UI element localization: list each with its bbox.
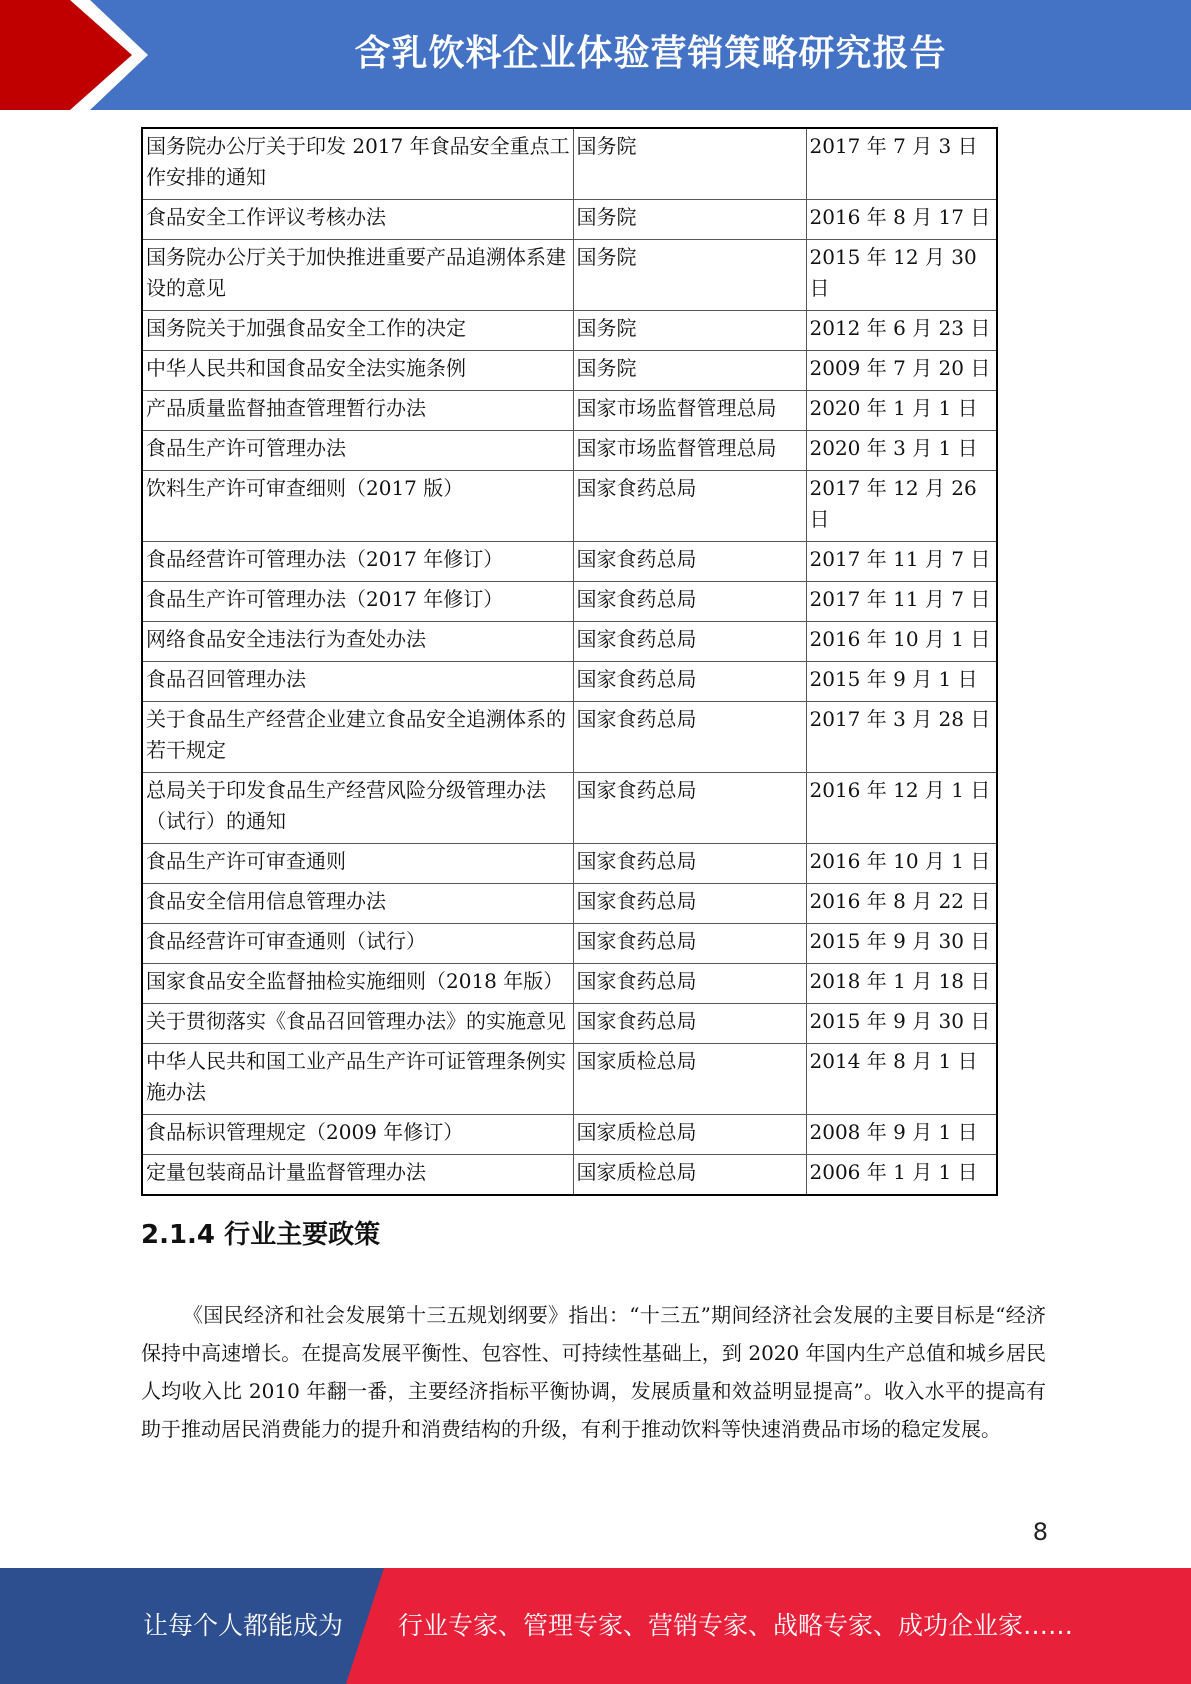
regulation-name-cell: 国务院关于加强食品安全工作的决定 — [142, 311, 573, 351]
table-row — [142, 471, 997, 542]
table-row — [142, 844, 997, 884]
regulation-name-cell: 国家食品安全监督抽检实施细则（2018 年版） — [142, 964, 573, 1004]
regulation-name-cell: 定量包装商品计量监督管理办法 — [142, 1155, 573, 1196]
regulation-name-cell: 食品生产许可审查通则 — [142, 844, 573, 884]
table-row — [142, 702, 997, 773]
date-cell: 2008 年 9 月 1 日 — [806, 1115, 997, 1155]
page-number: 8 — [1032, 1518, 1048, 1546]
issuer-cell: 国务院 — [573, 128, 806, 200]
date-cell: 2015 年 12 月 30 日 — [806, 240, 997, 311]
regulation-name-cell: 食品安全工作评议考核办法 — [142, 200, 573, 240]
date-cell: 2016 年 10 月 1 日 — [806, 844, 997, 884]
issuer-cell: 国家食药总局 — [573, 702, 806, 773]
regulation-name-cell: 关于食品生产经营企业建立食品安全追溯体系的若干规定 — [142, 702, 573, 773]
regulation-name-cell: 国务院办公厅关于加快推进重要产品追溯体系建设的意见 — [142, 240, 573, 311]
table-row — [142, 311, 997, 351]
page-header — [0, 0, 1191, 110]
date-cell: 2016 年 8 月 22 日 — [806, 884, 997, 924]
table-row — [142, 431, 997, 471]
regulation-name-cell: 食品经营许可管理办法（2017 年修订） — [142, 542, 573, 582]
section-heading: 2.1.4 行业主要政策 — [141, 1220, 381, 1250]
regulation-name-cell: 国务院办公厅关于印发 2017 年食品安全重点工作安排的通知 — [142, 128, 573, 200]
date-cell: 2017 年 11 月 7 日 — [806, 542, 997, 582]
header-arrow-decoration — [0, 0, 160, 110]
date-cell: 2016 年 10 月 1 日 — [806, 622, 997, 662]
page-footer — [0, 1568, 1191, 1684]
regulation-name-cell: 食品召回管理办法 — [142, 662, 573, 702]
table-row — [142, 884, 997, 924]
report-title: 含乳饮料企业体验营销策略研究报告 — [354, 33, 947, 74]
date-cell: 2017 年 11 月 7 日 — [806, 582, 997, 622]
table-row — [142, 622, 997, 662]
table-row — [142, 1155, 997, 1196]
regulation-name-cell: 饮料生产许可审查细则（2017 版） — [142, 471, 573, 542]
date-cell: 2015 年 9 月 1 日 — [806, 662, 997, 702]
table-row — [142, 351, 997, 391]
issuer-cell: 国家食药总局 — [573, 884, 806, 924]
regulation-name-cell: 产品质量监督抽查管理暂行办法 — [142, 391, 573, 431]
date-cell: 2020 年 3 月 1 日 — [806, 431, 997, 471]
table-row — [142, 964, 997, 1004]
date-cell: 2016 年 12 月 1 日 — [806, 773, 997, 844]
table-row — [142, 1115, 997, 1155]
table-row — [142, 924, 997, 964]
table-row — [142, 582, 997, 622]
table-row — [142, 773, 997, 844]
regulation-name-cell: 食品生产许可管理办法 — [142, 431, 573, 471]
issuer-cell: 国家质检总局 — [573, 1155, 806, 1196]
regulation-name-cell: 中华人民共和国食品安全法实施条例 — [142, 351, 573, 391]
issuer-cell: 国务院 — [573, 240, 806, 311]
date-cell: 2016 年 8 月 17 日 — [806, 200, 997, 240]
issuer-cell: 国家质检总局 — [573, 1044, 806, 1115]
regulation-name-cell: 食品生产许可管理办法（2017 年修订） — [142, 582, 573, 622]
date-cell: 2006 年 1 月 1 日 — [806, 1155, 997, 1196]
table-row — [142, 128, 997, 200]
issuer-cell: 国家食药总局 — [573, 471, 806, 542]
issuer-cell: 国家食药总局 — [573, 542, 806, 582]
section-paragraph: 《国民经济和社会发展第十三五规划纲要》指出：“十三五”期间经济社会发展的主要目标是“经济保持中高速增长。在提高发展平衡性、包容性、可持续性基础上，到 2020 年国内生产总值和城乡居民人均收入比 2010 年翻一番，主要经济指标平衡协调，发展质量和效益明显提高”。收入水平的提高有助于推动居民消费能力的提升和消费结构的升级，有利于推动饮料等快速消费品市场的稳定发展。 — [141, 1303, 1046, 1441]
issuer-cell: 国务院 — [573, 200, 806, 240]
issuer-cell: 国家食药总局 — [573, 622, 806, 662]
issuer-cell: 国家食药总局 — [573, 844, 806, 884]
date-cell: 2009 年 7 月 20 日 — [806, 351, 997, 391]
issuer-cell: 国家食药总局 — [573, 924, 806, 964]
regulations-table — [141, 127, 998, 1196]
issuer-cell: 国家食药总局 — [573, 964, 806, 1004]
regulation-name-cell: 中华人民共和国工业产品生产许可证管理条例实施办法 — [142, 1044, 573, 1115]
table-row — [142, 662, 997, 702]
table-row — [142, 1044, 997, 1115]
table-row — [142, 1004, 997, 1044]
regulation-name-cell: 食品标识管理规定（2009 年修订） — [142, 1115, 573, 1155]
issuer-cell: 国家食药总局 — [573, 662, 806, 702]
date-cell: 2020 年 1 月 1 日 — [806, 391, 997, 431]
date-cell: 2015 年 9 月 30 日 — [806, 1004, 997, 1044]
date-cell: 2017 年 12 月 26 日 — [806, 471, 997, 542]
issuer-cell: 国家质检总局 — [573, 1115, 806, 1155]
date-cell: 2017 年 7 月 3 日 — [806, 128, 997, 200]
issuer-cell: 国家食药总局 — [573, 582, 806, 622]
date-cell: 2012 年 6 月 23 日 — [806, 311, 997, 351]
issuer-cell: 国家市场监督管理总局 — [573, 391, 806, 431]
date-cell: 2015 年 9 月 30 日 — [806, 924, 997, 964]
regulation-name-cell: 总局关于印发食品生产经营风险分级管理办法（试行）的通知 — [142, 773, 573, 844]
regulation-name-cell: 食品经营许可审查通则（试行） — [142, 924, 573, 964]
table-row — [142, 240, 997, 311]
table-row — [142, 200, 997, 240]
issuer-cell: 国家食药总局 — [573, 773, 806, 844]
regulation-name-cell: 网络食品安全违法行为查处办法 — [142, 622, 573, 662]
table-row — [142, 542, 997, 582]
regulations-table-body — [142, 128, 997, 1195]
regulation-name-cell: 关于贯彻落实《食品召回管理办法》的实施意见 — [142, 1004, 573, 1044]
issuer-cell: 国务院 — [573, 311, 806, 351]
date-cell: 2014 年 8 月 1 日 — [806, 1044, 997, 1115]
table-row — [142, 391, 997, 431]
regulation-name-cell: 食品安全信用信息管理办法 — [142, 884, 573, 924]
issuer-cell: 国家食药总局 — [573, 1004, 806, 1044]
issuer-cell: 国家市场监督管理总局 — [573, 431, 806, 471]
footer-slogan-right: 行业专家、管理专家、营销专家、战略专家、成功企业家…… — [398, 1611, 1074, 1640]
date-cell: 2017 年 3 月 28 日 — [806, 702, 997, 773]
issuer-cell: 国务院 — [573, 351, 806, 391]
footer-slogan-left: 让每个人都能成为 — [143, 1611, 344, 1640]
date-cell: 2018 年 1 月 18 日 — [806, 964, 997, 1004]
